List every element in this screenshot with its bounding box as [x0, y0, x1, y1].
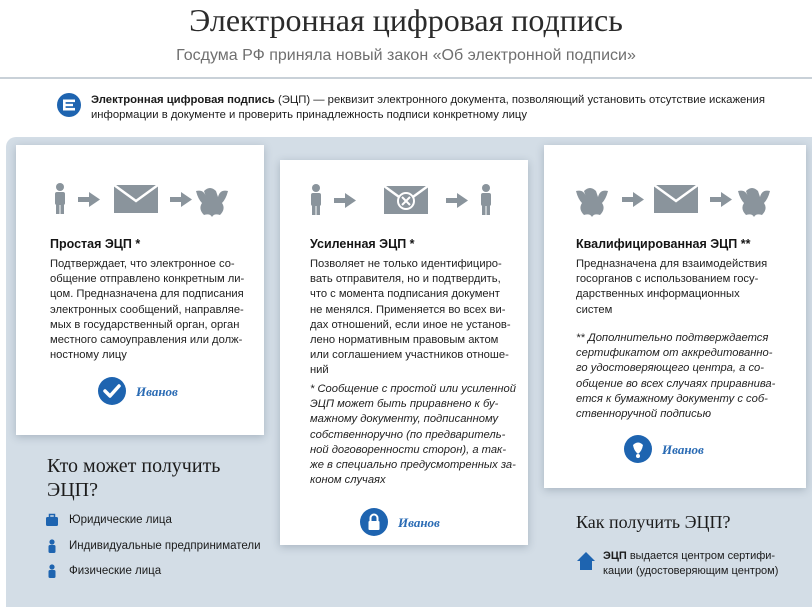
arrow-icon [78, 192, 100, 207]
signature: Иванов [662, 442, 704, 457]
emblem-icon [624, 435, 652, 463]
briefcase-icon [45, 513, 59, 527]
home-icon [576, 551, 596, 571]
card-enhanced [280, 160, 528, 545]
definition-body: (ЭЦП) — реквизит электронного документа, позволяющий установить отсутствие искажения информации в документе и проверить принадлежность подписи конкретному лицу [91, 94, 765, 121]
flow-diagram [16, 181, 264, 215]
flow-diagram [280, 182, 528, 216]
coat-of-arms-icon [738, 188, 770, 217]
arrow-icon [622, 192, 644, 207]
how-title: Как получить ЭЦП? [576, 512, 731, 532]
card-description: Предназначена для взаимодействия госорганов с использованием госу- дарственных информационных систем [576, 258, 768, 316]
arrow-icon [170, 192, 192, 207]
lock-icon [360, 508, 388, 536]
arrow-icon [710, 192, 732, 207]
coat-of-arms-icon [196, 188, 228, 217]
who-item: Индивидуальные предприниматели [45, 539, 261, 553]
definition-text [91, 93, 791, 123]
arrow-icon [446, 193, 468, 208]
envelope-icon [114, 185, 158, 213]
page-subtitle: Госдума РФ приняла новый закон «Об электронной подписи» [176, 47, 636, 64]
coat-of-arms-icon [576, 188, 608, 217]
card-title: Усиленная ЭЦП * [310, 237, 415, 251]
how-text: ЭЦП выдается центром сертифи- кации (удостоверяющим центром) [603, 550, 779, 577]
card-qualified [544, 145, 806, 488]
card-description: Позволяет не только идентифициро- вать отправителя, но и подтвердить, что с момента подписания документ не менялся. Применяется во всех ви- дах отношений, если иное не установ- лено нормативным правовым актом или соглашением участников отноше- ний [310, 258, 511, 377]
sealed-envelope-icon [384, 186, 428, 214]
signature: Иванов [398, 515, 440, 530]
arrow-icon [334, 193, 356, 208]
person-icon [311, 184, 321, 215]
envelope-icon [654, 185, 698, 213]
card-title: Квалифицированная ЭЦП ** [576, 237, 751, 251]
page-title: Электронная цифровая подпись [189, 2, 623, 38]
card-footnote: * Сообщение с простой или усиленной ЭЦП может быть приравнено к бу- мажному документу, подписанному собственноручно (по предваритель- ной договоренности сторон), а так- же в специально предусмотренных за- коном случаях [310, 383, 516, 487]
definition-term: Электронная цифровая подпись [91, 94, 275, 106]
who-item: Юридические лица [45, 513, 172, 527]
e-logo-icon [57, 93, 81, 117]
card-footnote: ** Дополнительно подтверждается сертификатом от аккредитованно- го удостоверяющего центра, а со- общение во всех случаях приравнива- ется к бумажному документу с соб- ственноручной подписью [576, 332, 776, 421]
who-item: Физические лица [45, 564, 161, 578]
card-title: Простая ЭЦП * [50, 237, 141, 251]
person-icon [481, 184, 491, 215]
person-icon [45, 564, 59, 578]
person-icon [45, 539, 59, 553]
card-simple [16, 145, 264, 435]
flow-diagram [544, 181, 806, 215]
divider [0, 77, 812, 79]
checkmark-icon [98, 377, 126, 405]
person-icon [55, 183, 65, 214]
who-title: Кто может получить ЭЦП? [47, 455, 221, 501]
signature: Иванов [136, 384, 178, 399]
card-description: Подтверждает, что электронное со- общение отправлено конкретным ли- цом. Предназначена для подписания электронных сообщений, направляе- мых в государственный орган, орган местного самоуправления или долж- ностному лицу [50, 258, 245, 362]
